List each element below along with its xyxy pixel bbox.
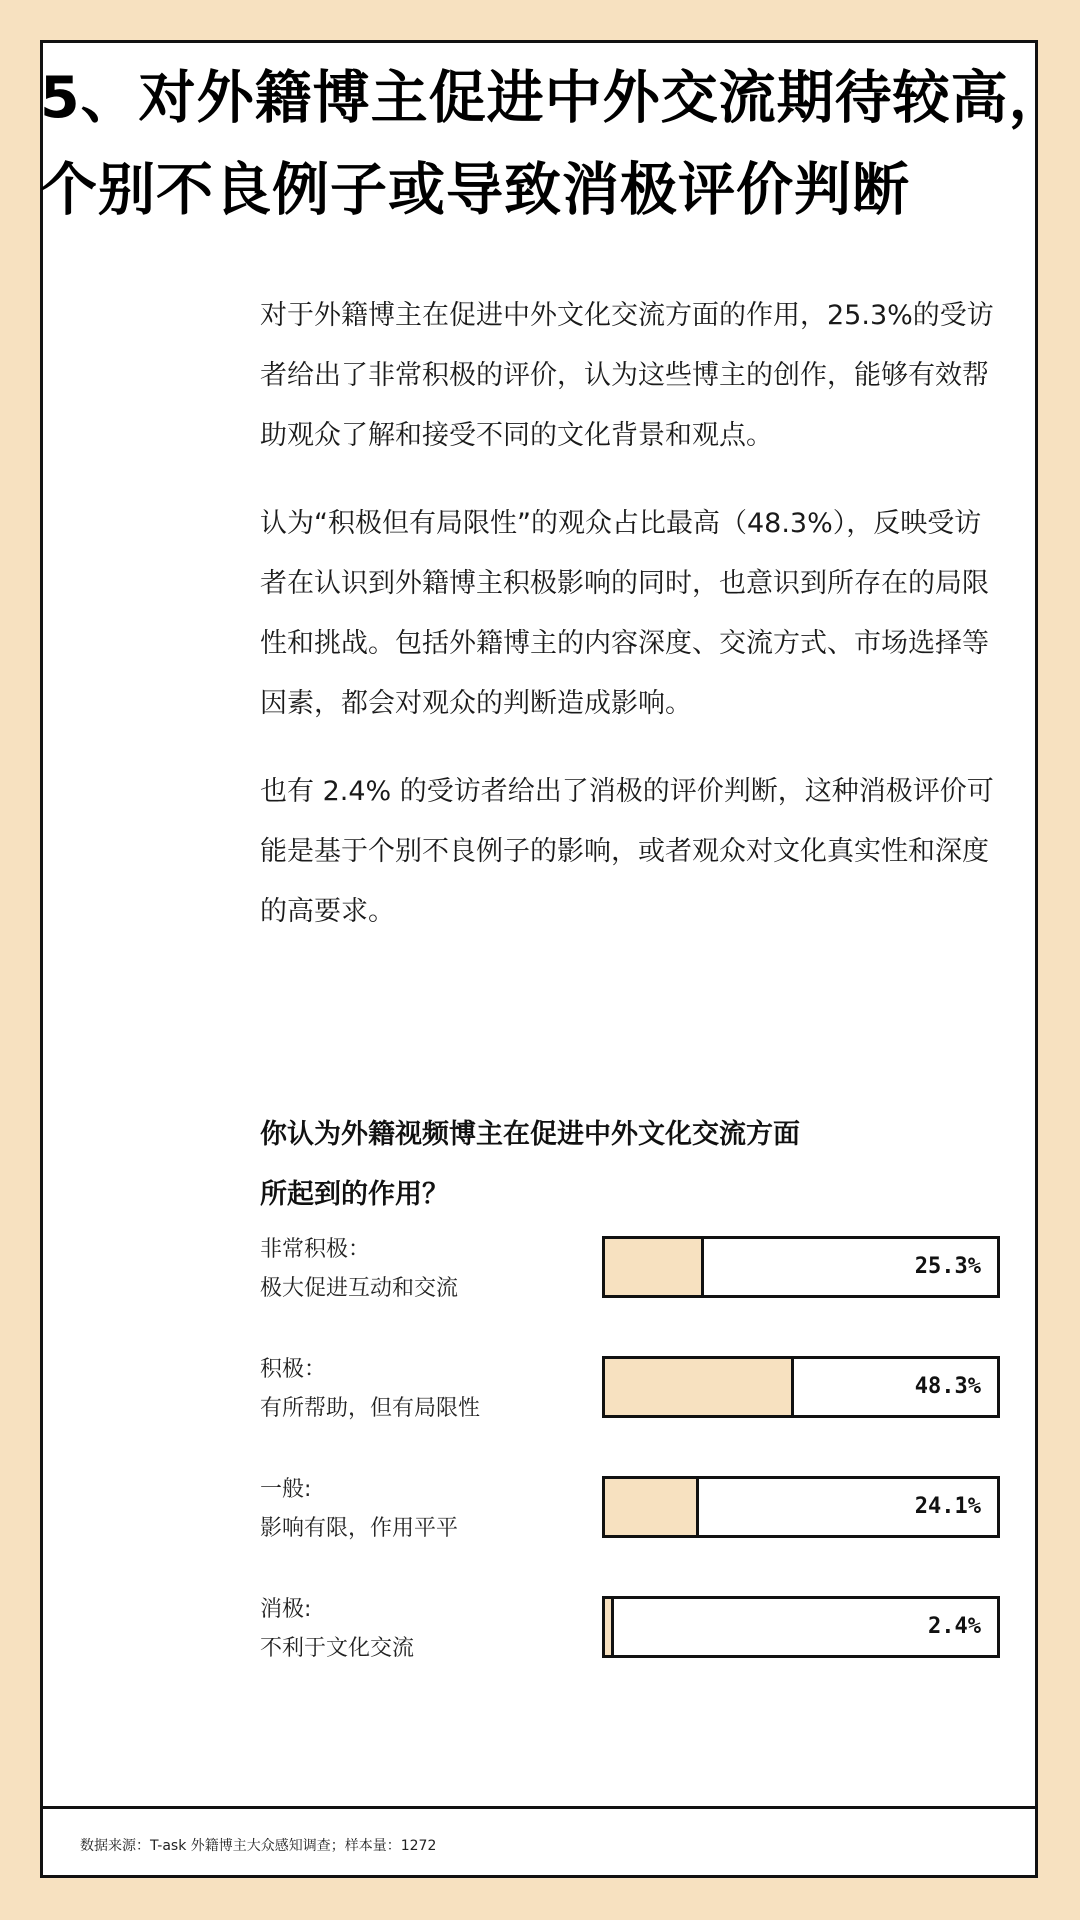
chart-title-line-1: 你认为外籍视频博主在促进中外文化交流方面 (260, 1119, 800, 1150)
bar-track (602, 1596, 1000, 1658)
bar-category-name: 非常积极： (260, 1237, 371, 1262)
bar-row-positive (260, 1356, 1000, 1476)
data-source-footer: 数据来源：T-ask 外籍博主大众感知调查；样本量：1272 (80, 1838, 437, 1854)
bar-value-label: 24.1% (914, 1494, 981, 1519)
bar-row-very-positive (260, 1236, 1000, 1356)
bar-row-neutral (260, 1476, 1000, 1596)
bar-label (260, 1350, 590, 1428)
bar-category-desc: 影响有限，作用平平 (260, 1516, 459, 1541)
bar-row-negative (260, 1596, 1000, 1716)
bar-fill (605, 1479, 699, 1535)
bar-value-label: 48.3% (914, 1374, 981, 1399)
bar-category-desc: 极大促进互动和交流 (260, 1276, 459, 1301)
paragraph-3: 也有 2.4% 的受访者给出了消极的评价判断，这种消极评价可能是基于个别不良例子的影响，或者观众对文化真实性和深度的高要求。 (260, 776, 994, 927)
bar-track (602, 1236, 1000, 1298)
title-line-1: 5、对外籍博主促进中外交流期待较高， (40, 65, 1067, 131)
bar-value-label: 2.4% (928, 1614, 981, 1639)
title-line-2: 个别不良例子或导致消极评价判断 (40, 157, 910, 223)
bar-chart (260, 1236, 1000, 1716)
bar-value-label: 25.3% (914, 1254, 981, 1279)
bar-track (602, 1476, 1000, 1538)
bar-category-name: 一般: (260, 1477, 312, 1502)
bar-category-desc: 不利于文化交流 (260, 1636, 415, 1661)
bar-label (260, 1590, 590, 1668)
footer-divider (40, 1806, 1038, 1809)
bar-fill (605, 1359, 794, 1415)
bar-label (260, 1470, 590, 1548)
bar-fill (605, 1599, 614, 1655)
paragraph-1: 对于外籍博主在促进中外文化交流方面的作用，25.3%的受访者给出了非常积极的评价，认为这些博主的创作，能够有效帮助观众了解和接受不同的文化背景和观点。 (260, 300, 994, 451)
bar-track (602, 1356, 1000, 1418)
bar-category-desc: 有所帮助，但有局限性 (260, 1396, 481, 1421)
bar-label (260, 1230, 590, 1308)
page-title (40, 52, 1067, 236)
chart-title (260, 1105, 980, 1225)
paragraph-2: 认为“积极但有局限性”的观众占比最高（48.3%），反映受访者在认识到外籍博主积极影响的同时，也意识到所存在的局限性和挑战。包括外籍博主的内容深度、交流方式、市场选择等因素，都会对观众的判断造成影响。 (260, 508, 989, 719)
bar-category-name: 消极: (260, 1597, 312, 1622)
bar-fill (605, 1239, 704, 1295)
bar-category-name: 积极： (260, 1357, 327, 1382)
body-text (260, 286, 995, 970)
chart-title-line-2: 所起到的作用？ (260, 1179, 449, 1210)
